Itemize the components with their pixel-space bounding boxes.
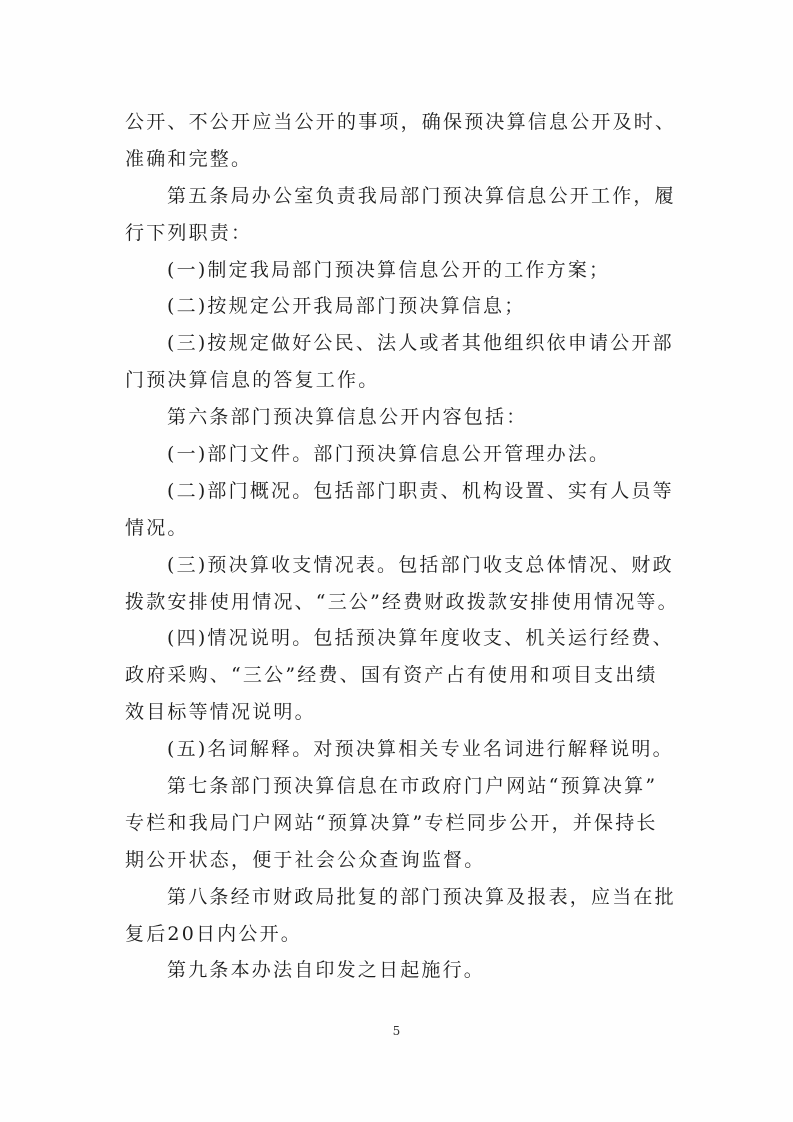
text-line: 第八条经市财政局批复的部门预决算及报表，应当在批 [167, 885, 676, 908]
text-line: (三)按规定做好公民、法人或者其他组织依申请公开部 [167, 332, 674, 355]
text-line: (二)部门概况。包括部门职责、机构设置、实有人员等 [167, 479, 674, 502]
text-line: (一)制定我局部门预决算信息公开的工作方案； [167, 258, 611, 281]
text-line: 复后20日内公开。 [125, 922, 302, 945]
text-line: 行下列职责： [125, 221, 253, 244]
text-line: (四)情况说明。包括预决算年度收支、机关运行经费、 [167, 627, 674, 650]
text-line: 第七条部门预决算信息在市政府门户网站“预算决算” [167, 775, 658, 798]
text-line: (三)预决算收支情况表。包括部门收支总体情况、财政 [167, 553, 674, 576]
text-line: 门预决算信息的答复工作。 [125, 369, 380, 392]
text-line: 期公开状态，便于社会公众查询监督。 [125, 848, 486, 871]
text-line: (二)按规定公开我局部门预决算信息； [167, 295, 526, 318]
text-line: 第九条本办法自印发之日起施行。 [167, 959, 486, 982]
text-line: (五)名词解释。对预决算相关专业名词进行解释说明。 [167, 738, 674, 761]
text-line: 效目标等情况说明。 [125, 701, 316, 724]
body-text [125, 104, 695, 989]
text-line: 第六条部门预决算信息公开内容包括： [167, 406, 528, 429]
page-number: 5 [392, 1024, 401, 1038]
text-line: 情况。 [125, 516, 189, 539]
text-line: 拨款安排使用情况、“三公”经费财政拨款安排使用情况等。 [125, 590, 679, 613]
text-line: 第五条局办公室负责我局部门预决算信息公开工作，履 [167, 184, 676, 207]
text-line: 政府采购、“三公”经费、国有资产占有使用和项目支出绩 [125, 664, 658, 687]
text-line: 公开、不公开应当公开的事项，确保预决算信息公开及时、 [125, 111, 677, 133]
text-line: 准确和完整。 [125, 147, 253, 170]
text-line: 专栏和我局门户网站“预算决算”专栏同步公开，并保持长 [125, 811, 658, 834]
text-line: (一)部门文件。部门预决算信息公开管理办法。 [167, 443, 611, 466]
